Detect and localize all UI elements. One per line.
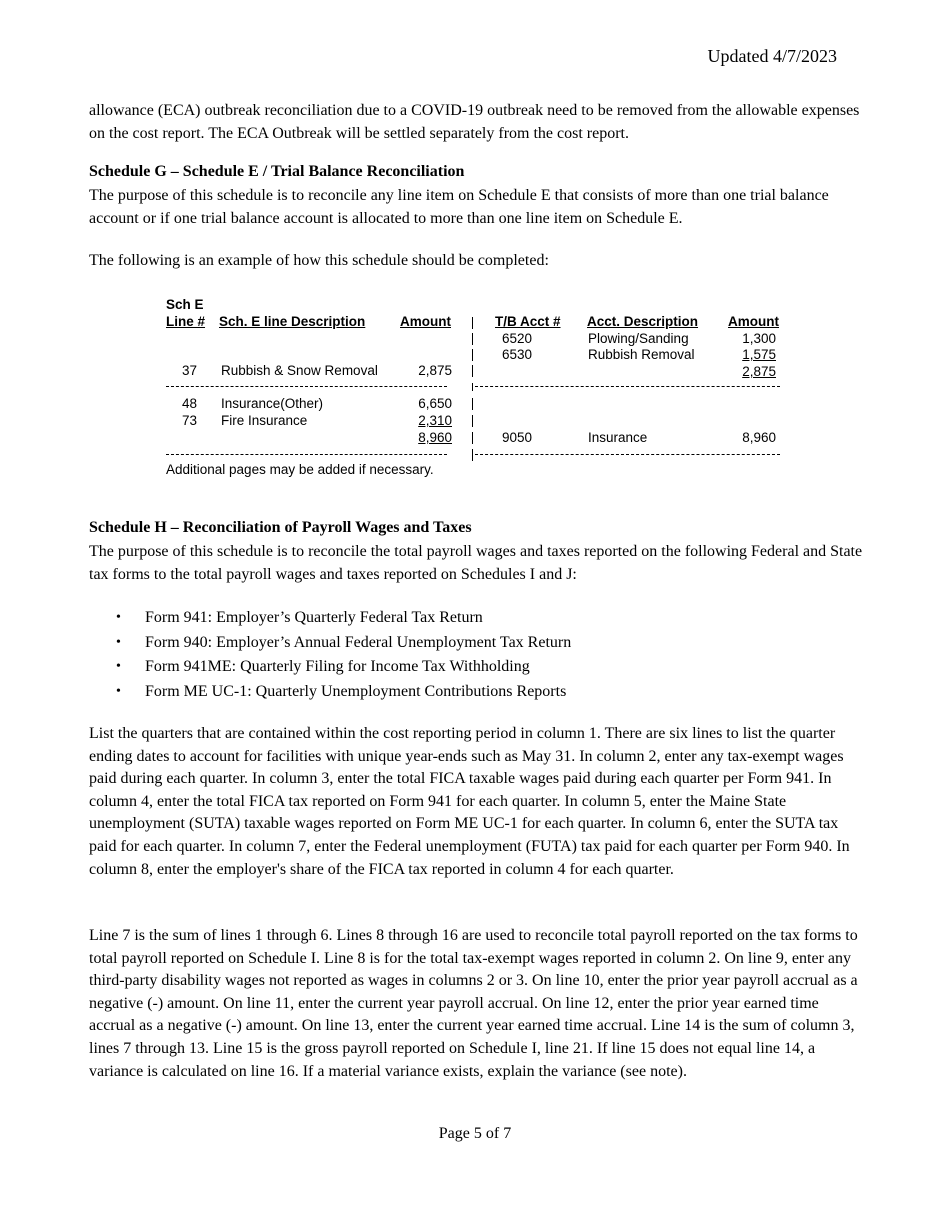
column-separator <box>472 365 473 377</box>
form-name: Form 941: Employer’s Quarterly Federal Tax Return <box>145 609 483 626</box>
sch-e-line-number: 37 <box>182 363 198 378</box>
column-separator <box>472 349 473 361</box>
columns-instructions: List the quarters that are contained within the cost reporting period in column 1. There are six lines to list the quarter ending dates to account for facilities with unique year-ends such as May 31. In column 2, enter any tax-exempt wages paid during each quarter. In column 3, enter the total FICA taxable wages paid during each quarter per Form 941. In column 4, enter the total FICA tax reported on Form 941 for each quarter. In column 5, enter the Maine State unemployment (SUTA) taxable wages reported on Form ME UC-1 for each quarter. In column 6, enter the SUTA tax paid for each quarter. In column 7, enter the Federal unemployment (FUTA) tax paid for each quarter per Form 940. In column 8, enter the employer's share of the FICA tax reported in column 4 for each quarter. <box>89 725 850 878</box>
schedule-h-heading: Schedule H – Reconciliation of Payroll Wages and Taxes <box>89 519 472 536</box>
list-item <box>89 655 864 679</box>
sch-e-line-number: 73 <box>182 413 198 428</box>
tb-total: 2,875 <box>742 364 776 379</box>
form-name: Form 940: Employer’s Annual Federal Unemployment Tax Return <box>145 633 572 651</box>
column-separator <box>472 449 473 461</box>
header-amount-right: Amount <box>728 314 779 329</box>
column-separator <box>472 432 473 444</box>
column-separator <box>472 415 473 427</box>
intro-paragraph: allowance (ECA) outbreak reconciliation due to a COVID-19 outbreak need to be removed from the allowable expenses on the cost report. The ECA Outbreak will be settled separately from the cost report. <box>89 102 860 142</box>
tb-amount: 1,575 <box>742 347 776 362</box>
divider <box>166 386 447 387</box>
divider <box>166 454 447 455</box>
tb-amount: 8,960 <box>742 430 776 445</box>
schedule-g-purpose: The purpose of this schedule is to reconcile any line item on Schedule E that consists of more than one trial balance account or if one trial balance account is allocated to more than one line item on Schedule E. <box>89 187 829 227</box>
sch-e-line-number: 48 <box>182 396 198 411</box>
tb-account-number: 6520 <box>502 331 533 346</box>
header-amount-left: Amount <box>400 314 451 329</box>
page-number: Page 5 of 7 <box>438 1125 512 1142</box>
tax-forms-list <box>89 606 864 704</box>
schedule-h-purpose: The purpose of this schedule is to reconcile the total payroll wages and taxes reported on the following Federal and State tax forms to the total payroll wages and taxes reported on Schedules I and J: <box>89 543 863 583</box>
sch-e-total: 8,960 <box>418 430 452 445</box>
tb-account-number: 6530 <box>502 347 533 362</box>
divider <box>475 386 780 387</box>
header-account-description: Acct. Description <box>587 314 699 329</box>
bullet-icon: • <box>116 634 121 650</box>
sch-e-line-description: Insurance(Other) <box>221 396 324 411</box>
sch-e-line-description: Fire Insurance <box>221 413 308 428</box>
schedule-g-heading: Schedule G – Schedule E / Trial Balance Reconciliation <box>89 163 465 180</box>
sch-e-amount: 2,875 <box>418 363 452 378</box>
example-footnote: Additional pages may be added if necessary. <box>166 462 434 477</box>
form-name: Form ME UC-1: Quarterly Unemployment Contributions Reports <box>145 682 567 700</box>
lines-instructions: Line 7 is the sum of lines 1 through 6. Lines 8 through 16 are used to reconcile total payroll reported on the tax forms to total payroll reported on Schedule I. Line 8 is for the total tax-exempt wages reported in column 2. On line 9, enter any third-party disability wages not reported as wages in columns 2 or 3. On line 10, enter the prior year payroll accrual as a negative (-) amount. On line 11, enter the current year payroll accrual. On line 12, enter the prior year earned time accrual as a negative (-) amount. On line 13, enter the current year earned time accrual. Line 14 is the sum of column 3, lines 7 through 13. Line 15 is the gross payroll reported on Schedule I, line 21. If line 15 does not equal line 14, a variance is calculated on line 16. If a material variance exists, explain the variance (see note). <box>89 927 858 1080</box>
column-separator <box>472 383 473 391</box>
tb-account-description: Rubbish Removal <box>588 347 695 362</box>
sch-e-line-description: Rubbish & Snow Removal <box>221 363 378 378</box>
bullet-icon: • <box>116 683 121 699</box>
column-separator <box>472 398 473 410</box>
sch-e-amount: 6,650 <box>418 396 452 411</box>
column-separator <box>472 333 473 345</box>
bullet-icon: • <box>116 659 121 674</box>
header-line-description: Sch. E line Description <box>219 314 366 329</box>
header-line-number: Line # <box>166 314 206 329</box>
list-item <box>89 631 864 655</box>
tb-account-description: Plowing/Sanding <box>588 331 689 346</box>
list-item <box>89 606 864 630</box>
form-name: Form 941ME: Quarterly Filing for Income Tax Withholding <box>145 658 530 675</box>
updated-date: Updated 4/7/2023 <box>707 46 837 66</box>
tb-amount: 1,300 <box>742 331 776 346</box>
tb-account-description: Insurance <box>588 430 648 445</box>
divider <box>475 454 780 455</box>
column-separator <box>472 317 473 329</box>
list-item <box>89 680 864 704</box>
example-intro: The following is an example of how this schedule should be completed: <box>89 252 549 269</box>
tb-account-number: 9050 <box>502 430 533 445</box>
sch-e-amount: 2,310 <box>418 413 452 428</box>
header-tb-account: T/B Acct # <box>495 314 561 329</box>
bullet-icon: • <box>116 610 121 625</box>
header-sch-e: Sch E <box>166 297 204 312</box>
